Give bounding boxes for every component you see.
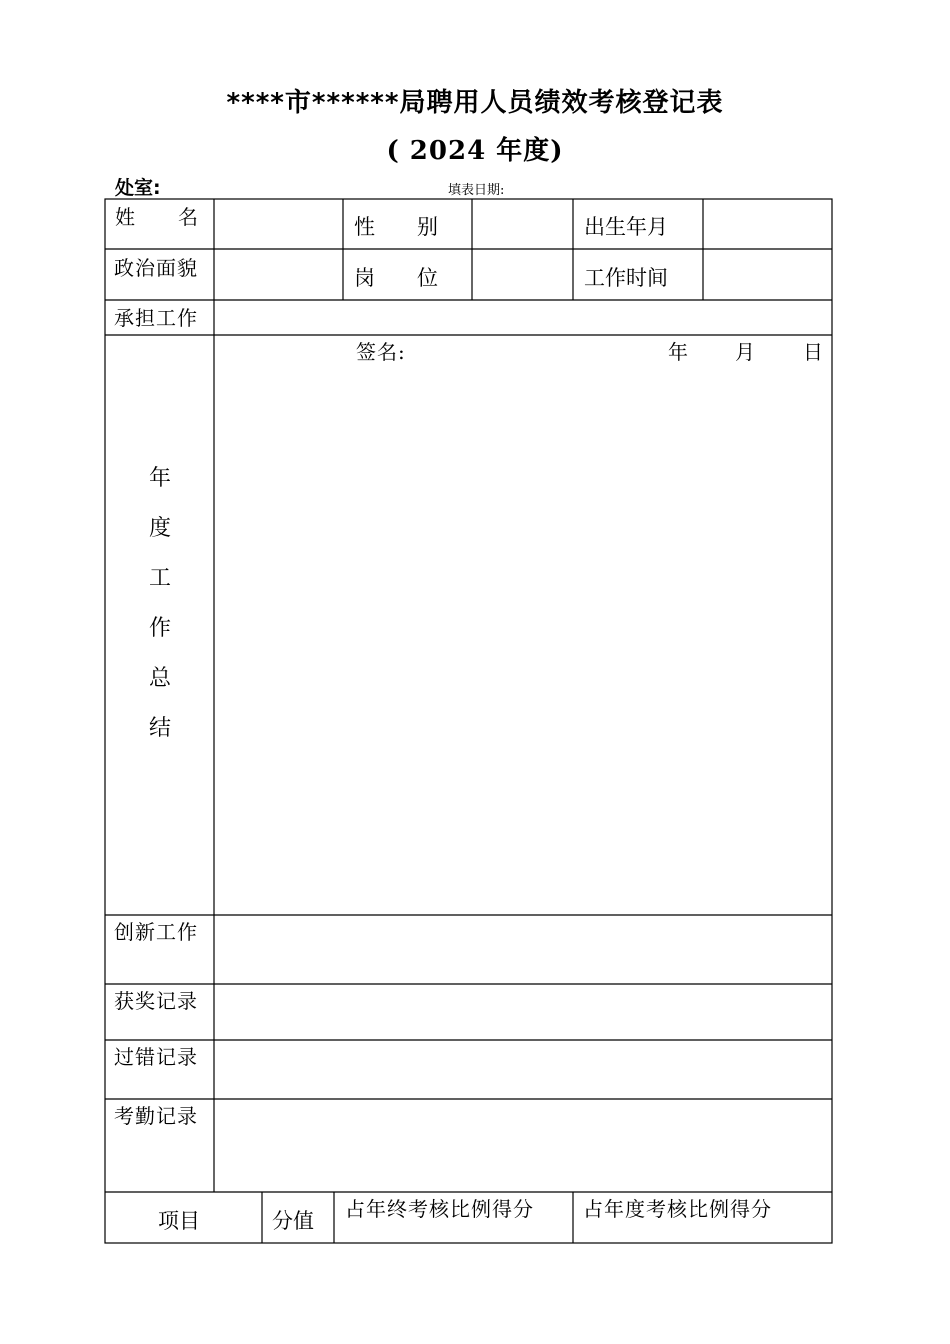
duty-label: 承担工作 bbox=[114, 306, 198, 330]
date-day-label: 日 bbox=[803, 340, 824, 364]
innovation-field[interactable] bbox=[216, 917, 831, 983]
department-label: 处室: bbox=[115, 177, 161, 199]
error-label: 过错记录 bbox=[114, 1045, 198, 1069]
summary-char: 结 bbox=[148, 716, 171, 741]
politics-label: 政治面貌 bbox=[114, 256, 198, 280]
gender-label: 性 别 bbox=[354, 215, 438, 239]
score-header-annual-ratio: 占年度考核比例得分 bbox=[583, 1197, 772, 1221]
sign-label: 签名: bbox=[356, 340, 406, 364]
innovation-label: 创新工作 bbox=[114, 920, 198, 944]
summary-char: 度 bbox=[148, 516, 171, 541]
gender-field[interactable] bbox=[474, 201, 572, 248]
form-year: ( 2024 年度) bbox=[386, 136, 564, 166]
name-label: 姓 名 bbox=[115, 205, 199, 229]
summary-char: 工 bbox=[148, 566, 171, 591]
fill-date-label: 填表日期: bbox=[448, 183, 505, 198]
score-header-item: 项目 bbox=[158, 1209, 200, 1233]
politics-field[interactable] bbox=[216, 251, 342, 299]
attendance-label: 考勤记录 bbox=[114, 1104, 198, 1128]
name-field[interactable] bbox=[216, 201, 342, 248]
summary-field[interactable] bbox=[216, 337, 831, 914]
award-label: 获奖记录 bbox=[114, 989, 198, 1013]
worktime-field[interactable] bbox=[705, 251, 831, 299]
date-year-label: 年 bbox=[668, 340, 689, 364]
summary-label bbox=[148, 454, 172, 754]
birth-field[interactable] bbox=[705, 201, 831, 248]
duty-field[interactable] bbox=[216, 302, 831, 334]
form-title: ****市******局聘用人员绩效考核登记表 bbox=[226, 88, 724, 118]
summary-char: 总 bbox=[148, 666, 171, 691]
score-header-yearend-ratio: 占年终考核比例得分 bbox=[345, 1197, 534, 1221]
summary-char: 年 bbox=[148, 466, 171, 491]
position-label: 岗 位 bbox=[354, 266, 438, 290]
attendance-field[interactable] bbox=[216, 1101, 831, 1191]
position-field[interactable] bbox=[474, 251, 572, 299]
award-field[interactable] bbox=[216, 986, 831, 1039]
worktime-label: 工作时间 bbox=[584, 266, 668, 290]
birth-label: 出生年月 bbox=[584, 215, 668, 239]
summary-char: 作 bbox=[148, 616, 171, 641]
score-header-value: 分值 bbox=[272, 1209, 314, 1233]
error-field[interactable] bbox=[216, 1042, 831, 1098]
date-month-label: 月 bbox=[735, 340, 756, 364]
